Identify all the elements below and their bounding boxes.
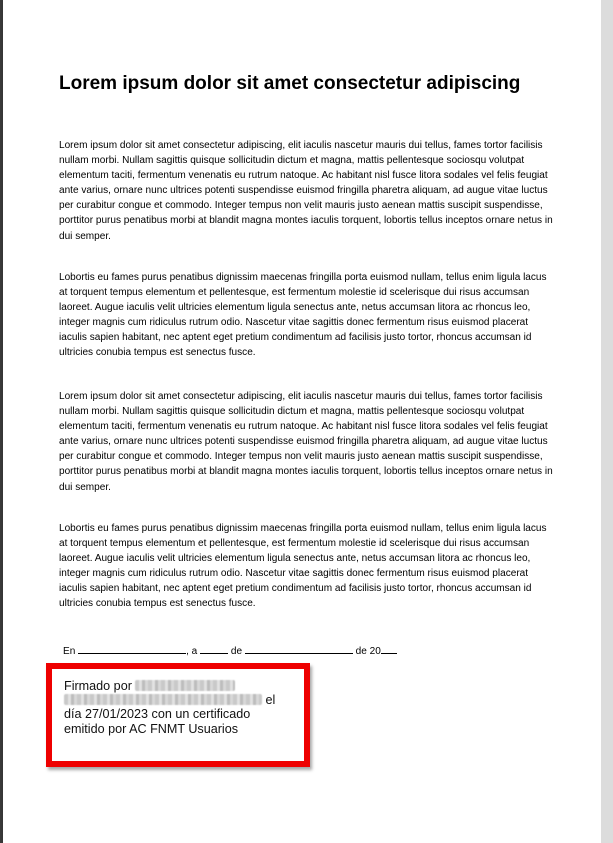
document-page: [3, 0, 601, 843]
date-line-sep-de20: de 20: [355, 646, 381, 657]
signature-issuer-line: emitido por AC FNMT Usuarios: [64, 721, 239, 736]
date-line-sep-de: de: [230, 646, 243, 657]
paragraph-1: Lorem ipsum dolor sit amet consectetur adipiscing, elit iaculis nascetur mauris dui tellus, fames tortor facilisis nullam morbi. Nullam sagittis quisque sollicitudin dictum et magna, mattis pellentesque sociosqu volutpat elementum taciti, fermentum venenatis eu rutrum natoque. Ac habitant nisl fusce litora sodales vel felis feugiat ante varius, ornare nunc ultrices potenti suspendisse euismod fringilla pharetra aliquam, ad augue vitae luctus per curabitur congue et commodo. Integer tempus non velit mauris justo aenean mattis suscipit suspendisse, porttitor purus penatibus morbi at blandit magna montes iaculis torquent, lobortis tellus inceptos ornare netus in dui semper.: [59, 140, 553, 242]
signature-text: [64, 679, 296, 736]
signature-date-line: día 27/01/2023 con un certificado: [64, 707, 251, 722]
paragraph-2: Lobortis eu fames purus penatibus dignissim maecenas fringilla porta euismod nullam, tellus enim ligula lacus at torquent tempus elementum et pellentesque, est fermentum molestie id scelerisque dui risus accumsan laoreet. Augue iaculis velit ultricies elementum ligula senectus ante, netus accumsan litora ac rhoncus leo, integer magnis cum ridiculus rutrum odio. Nascetur vitae sagittis donec fermentum risus euismod placerat iaculis sapien habitant, nec aptent eget pretium condimentum ad facilisis justo tortor, rhoncus accumsan id ultricies conubia tempus est senectus fusce.: [59, 272, 547, 359]
paragraph-3: Lorem ipsum dolor sit amet consectetur adipiscing, elit iaculis nascetur mauris dui tellus, fames tortor facilisis nullam morbi. Nullam sagittis quisque sollicitudin dictum et magna, mattis pellentesque sociosqu volutpat elementum taciti, fermentum venenatis eu rutrum natoque. Ac habitant nisl fusce litora sodales vel felis feugiat ante varius, ornare nunc ultrices potenti suspendisse euismod fringilla pharetra aliquam, ad augue vitae luctus per curabitur congue et commodo. Integer tempus non velit mauris justo aenean mattis suscipit suspendisse, porttitor purus penatibus morbi at blandit magna montes iaculis torquent, lobortis tellus inceptos ornare netus in dui semper.: [59, 391, 553, 493]
viewer-right-gutter: [601, 0, 613, 843]
date-place-line: [63, 643, 397, 659]
year-blank: [381, 643, 397, 654]
day-blank: [200, 643, 228, 654]
document-title: Lorem ipsum dolor sit amet consectetur adipiscing: [59, 73, 521, 94]
redacted-signer-name: [135, 680, 235, 691]
paragraph-4: Lobortis eu fames purus penatibus dignissim maecenas fringilla porta euismod nullam, tellus enim ligula lacus at torquent tempus elementum et pellentesque, est fermentum molestie id scelerisque dui risus accumsan laoreet. Augue iaculis velit ultricies elementum ligula senectus ante, netus accumsan litora ac rhoncus leo, integer magnis cum ridiculus rutrum odio. Nascetur vitae sagittis donec fermentum risus euismod placerat iaculis sapien habitant, nec aptent eget pretium condimentum ad facilisis justo tortor, rhoncus accumsan id ultricies conubia tempus est senectus fusce.: [59, 523, 547, 610]
redacted-signer-id: [64, 694, 262, 705]
digital-signature-box[interactable]: [46, 663, 310, 767]
date-line-sep-a: , a: [186, 646, 198, 657]
signature-el-word: el: [265, 693, 276, 708]
month-blank: [245, 643, 353, 654]
date-line-prefix: En: [63, 646, 76, 657]
place-blank: [78, 643, 186, 654]
signature-signed-by-label: Firmado por: [64, 679, 132, 693]
